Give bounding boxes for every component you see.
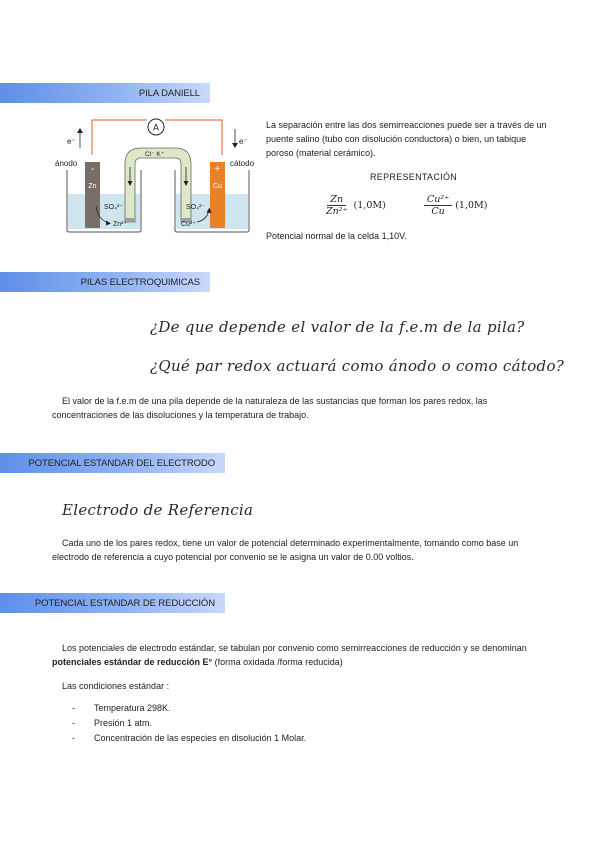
anode-label: ánodo [55, 159, 78, 168]
copper-label: Cu [213, 183, 222, 190]
conditions-list-wrapper [72, 701, 306, 745]
electron-left-label: e⁻ [67, 137, 76, 146]
list-item: - Presión 1 atm. [72, 716, 306, 730]
salt-bridge [125, 148, 191, 222]
reduccion-text-bold: potenciales estándar de reducción E° [52, 657, 213, 667]
conditions-title: Las condiciones estándar : [62, 681, 170, 691]
ammeter-label: A [152, 122, 160, 133]
handwritten-question-2: ¿Qué par redox actuará como ánodo o como cátodo? [150, 357, 565, 375]
handwritten-question-1: ¿De que depende el valor de la f.e.m de la pila? [150, 318, 525, 336]
section-title: PILAS ELECTROQUIMICAS [80, 276, 200, 288]
daniell-description: La separación entre las dos semirreacciones puede ser a través de un puente salino (tubo con disolución conductora) o bien, un tabique poroso (material cerámico). [266, 120, 547, 158]
copper-plus-sign: + [214, 164, 221, 175]
conditions-list [72, 701, 306, 745]
bridge-ions-label: Cl⁻ K⁺ [145, 151, 165, 158]
copper-fraction: $\frac{\text{Cu²⁺}}{Cu}$ [424, 194, 452, 217]
representation-title: REPRESENTACIÓN [370, 172, 458, 182]
fem-answer: El valor de la f.e.m de una pila depende de la naturaleza de las sustancias que forman los pares redox, las concentraciones de las disoluciones y la temperatura de trabajo. [52, 396, 488, 420]
daniell-cell-diagram [55, 112, 270, 240]
section-banner-potencial-reduccion [0, 593, 225, 613]
zinc-label: Zn [88, 183, 97, 190]
sulfate-right-label: SO₄²⁻ [186, 204, 205, 211]
electron-right-label: e⁻ [239, 137, 248, 146]
handwritten-electrodo-referencia: Electrodo de Referencia [62, 501, 254, 519]
cell-potential: Potencial normal de la celda 1,10V. [266, 231, 407, 241]
zinc-minus-sign: - [90, 164, 95, 175]
sulfate-left-label: SO₄²⁻ [104, 204, 123, 211]
zinc-ion-label: Zn²⁺ [113, 221, 128, 228]
electrodo-text: Cada uno de los pares redox, tiene un valor de potencial determinado experimentalmente, tomando como base un electrodo de referencia a cuyo potencial por convenio se le asigna un valor de 0.00 voltios. [52, 538, 519, 562]
zinc-fraction: $\frac{Zn}{\text{Zn²⁺}}$ [326, 194, 348, 217]
cathode-label: cátodo [230, 159, 255, 168]
list-item: - Temperatura 298K. [72, 701, 306, 715]
reduccion-text-after: (forma oxidada /forma reducida) [212, 657, 343, 667]
section-banner-pila-daniell [0, 83, 210, 103]
list-item: - Concentración de las especies en disolución 1 Molar. [72, 731, 306, 745]
reduccion-text [52, 641, 552, 669]
section-banner-potencial-electrodo [0, 453, 225, 473]
section-banner-pilas-electroquimicas [0, 272, 210, 292]
section-title: PILA DANIELL [138, 87, 200, 99]
reduccion-text-before: Los potenciales de electrodo estándar, se tabulan por convenio como semirreacciones de reducción y se denominan [62, 643, 527, 653]
representation-formula-right [424, 194, 487, 217]
zinc-concentration: (1,0M) [353, 200, 386, 211]
copper-ion-label: Cu²⁺ [181, 221, 196, 228]
electron-left-arrowhead-icon [77, 128, 83, 133]
section-title: POTENCIAL ESTANDAR DE REDUCCIÓN [34, 597, 215, 609]
representation-formula-left [323, 194, 386, 217]
electron-right-arrowhead-icon [232, 143, 238, 148]
copper-concentration: (1,0M) [455, 200, 488, 211]
section-title: POTENCIAL ESTANDAR DEL ELECTRODO [28, 457, 215, 469]
